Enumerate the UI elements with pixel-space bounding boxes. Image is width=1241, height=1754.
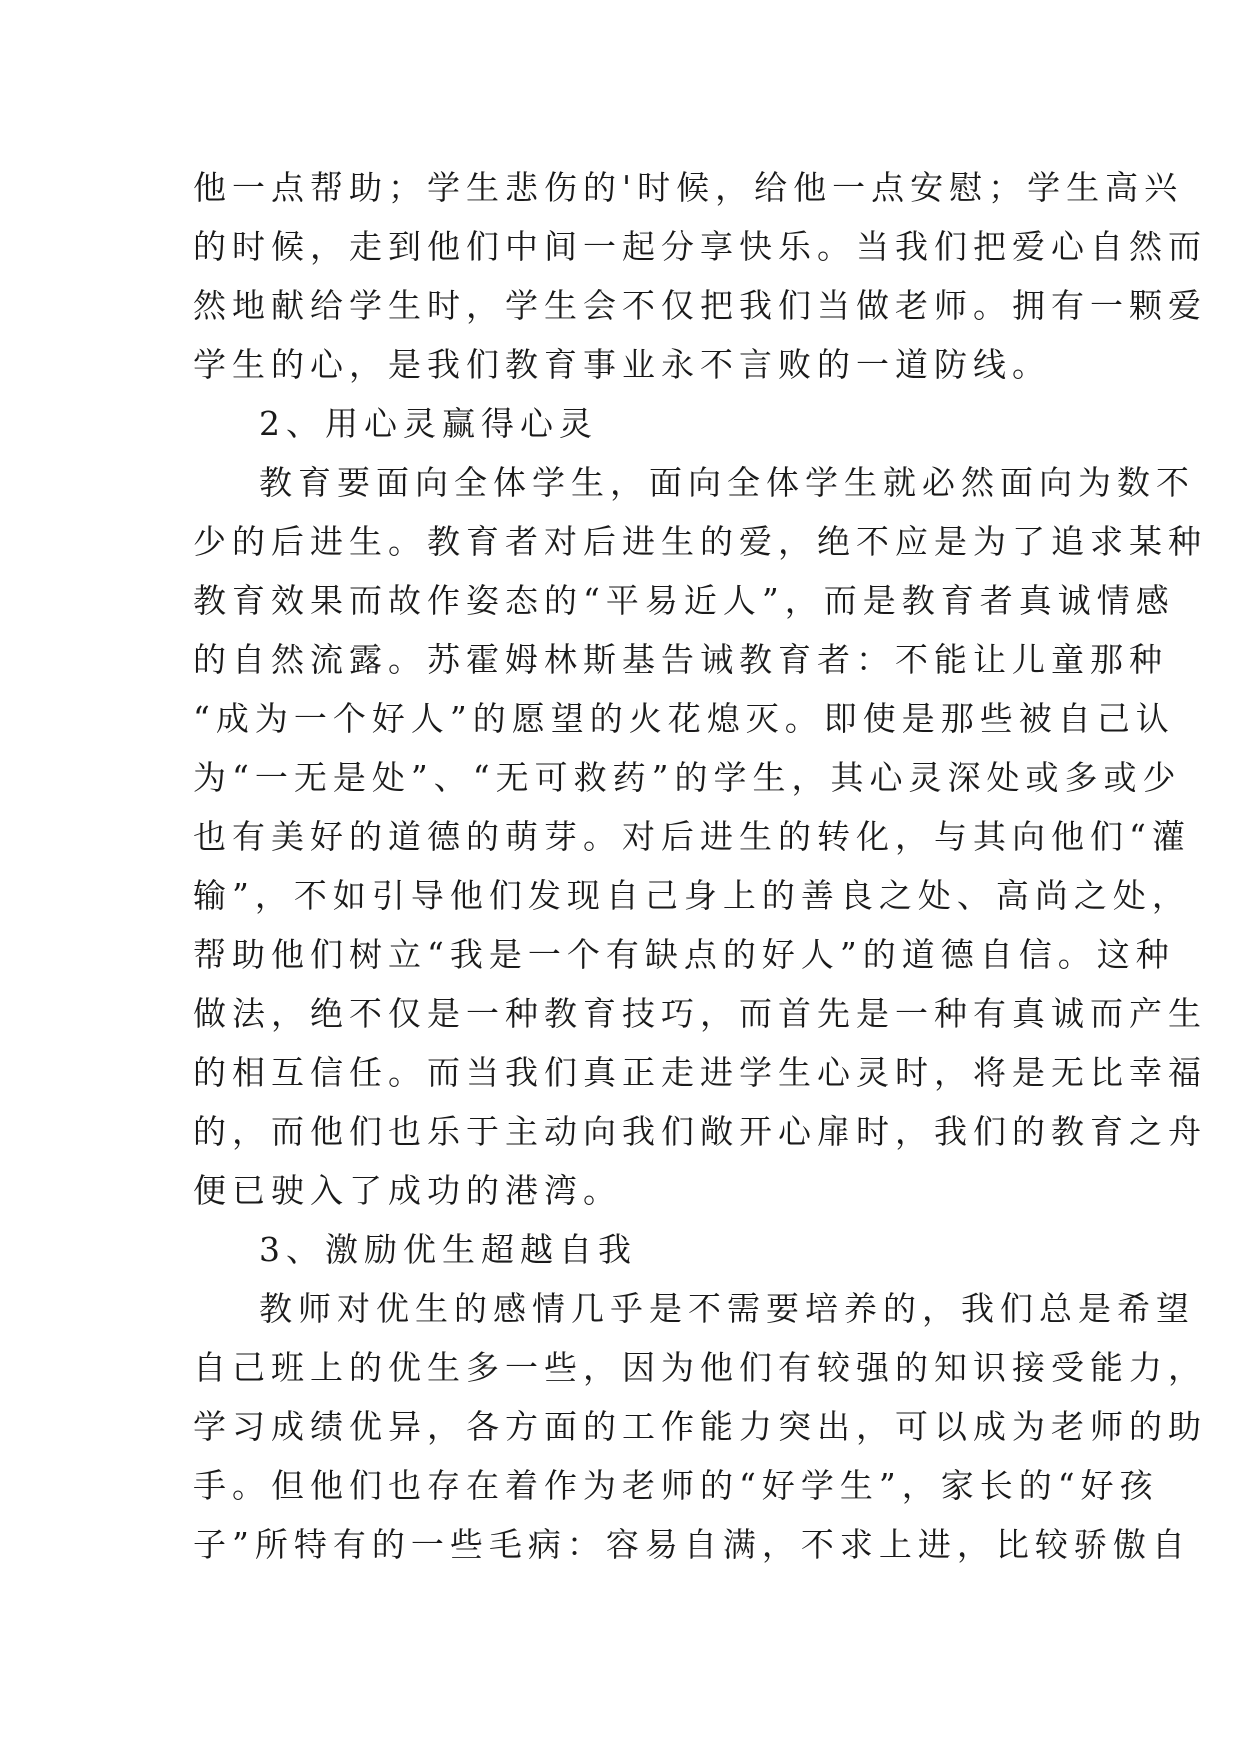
body-text — [193, 158, 1207, 1574]
text-line: “成为一个好人”的愿望的火花熄灭。即使是那些被自己认 — [193, 699, 1175, 738]
text-line: 帮助他们树立“我是一个有缺点的好人”的道德自信。这种 — [193, 935, 1175, 974]
text-line: 的自然流露。苏霍姆林斯基告诫教育者：不能让儿童那种 — [193, 640, 1168, 679]
section-heading: 3、激励优生超越自我 — [259, 1230, 637, 1269]
text-line: 教育效果而故作姿态的“平易近人”，而是教育者真诚情感 — [193, 581, 1175, 620]
text-line: 做法，绝不仅是一种教育技巧，而首先是一种有真诚而产生 — [193, 994, 1207, 1033]
text-line: 的时候，走到他们中间一起分享快乐。当我们把爱心自然而 — [193, 227, 1207, 266]
text-line: 少的后进生。教育者对后进生的爱，绝不应是为了追求某种 — [193, 522, 1207, 561]
text-line: 输”，不如引导他们发现自己身上的善良之处、高尚之处， — [193, 876, 1191, 915]
text-line: 为“一无是处”、“无可救药”的学生，其心灵深处或多或少 — [193, 758, 1182, 797]
section-heading: 2、用心灵赢得心灵 — [259, 404, 598, 443]
text-line: 学习成绩优异，各方面的工作能力突出，可以成为老师的助 — [193, 1407, 1207, 1446]
text-line: 手。但他们也存在着作为老师的“好学生”，家长的“好孩 — [193, 1466, 1159, 1505]
text-line: 然地献给学生时，学生会不仅把我们当做老师。拥有一颗爱 — [193, 286, 1207, 325]
text-line: 教育要面向全体学生，面向全体学生就必然面向为数不 — [259, 463, 1195, 502]
text-line: 便已驶入了成功的港湾。 — [193, 1171, 622, 1210]
text-line: 的相互信任。而当我们真正走进学生心灵时，将是无比幸福 — [193, 1053, 1207, 1092]
text-line: 自己班上的优生多一些，因为他们有较强的知识接受能力， — [193, 1348, 1207, 1387]
text-line: 学生的心，是我们教育事业永不言败的一道防线。 — [193, 345, 1051, 384]
text-line: 他一点帮助；学生悲伤的'时候，给他一点安慰；学生高兴 — [193, 168, 1184, 207]
text-line: 也有美好的道德的萌芽。对后进生的转化，与其向他们“灌 — [193, 817, 1191, 856]
text-line: 教师对优生的感情几乎是不需要培养的，我们总是希望 — [259, 1289, 1195, 1328]
text-line: 的，而他们也乐于主动向我们敞开心扉时，我们的教育之舟 — [193, 1112, 1207, 1151]
text-line: 子”所特有的一些毛病：容易自满，不求上进，比较骄傲自 — [193, 1525, 1191, 1564]
